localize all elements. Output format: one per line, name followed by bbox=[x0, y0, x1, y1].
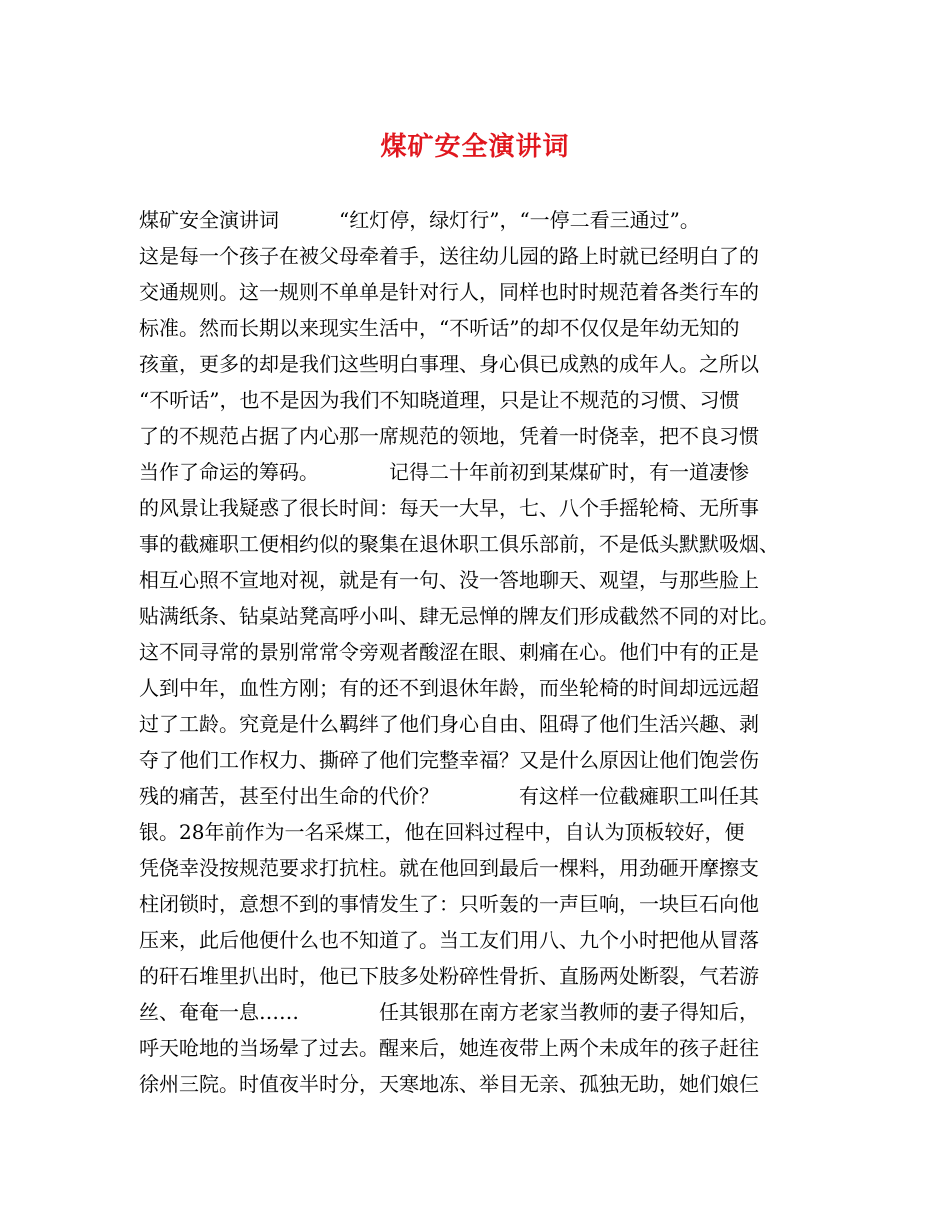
body-line: 事的截瘫职工便相约似的聚集在退休职工俱乐部前，不是低头默默吸烟、 bbox=[139, 532, 779, 556]
body-line: 这是每一个孩子在被父母牵着手，送往幼儿园的路上时就已经明白了的 bbox=[139, 244, 759, 268]
document-title: 煤矿安全演讲词 bbox=[380, 132, 570, 162]
body-line: 残的痛苦，甚至付出生命的代价？ 有这样一位截瘫职工叫任其 bbox=[139, 784, 759, 808]
body-line: “不听话”，也不是因为我们不知晓道理，只是让不规范的习惯、习惯 bbox=[139, 388, 740, 412]
body-line: 孩童，更多的却是我们这些明白事理、身心俱已成熟的成年人。之所以 bbox=[139, 352, 759, 376]
body-line: 呼天呛地的当场晕了过去。醒来后，她连夜带上两个未成年的孩子赶往 bbox=[139, 1036, 759, 1060]
body-line: 当作了命运的筹码。 记得二十年前初到某煤矿时，有一道凄惨 bbox=[139, 460, 749, 484]
body-line: 标准。然而长期以来现实生活中，“不听话”的却不仅仅是年幼无知的 bbox=[139, 316, 740, 340]
body-line: 煤矿安全演讲词 “红灯停，绿灯行”，“一停二看三通过”。 bbox=[139, 208, 700, 232]
body-line: 夺了他们工作权力、撕碎了他们完整幸福？又是什么原因让他们饱尝伤 bbox=[139, 748, 759, 772]
body-line: 交通规则。这一规则不单单是针对行人，同样也时时规范着各类行车的 bbox=[139, 280, 759, 304]
body-line: 的风景让我疑惑了很长时间：每天一大早，七、八个手摇轮椅、无所事 bbox=[139, 496, 759, 520]
body-line: 了的不规范占据了内心那一席规范的领地，凭着一时侥幸，把不良习惯 bbox=[139, 424, 759, 448]
body-line: 银。28年前作为一名采煤工，他在回料过程中，自认为顶板较好，便 bbox=[139, 820, 745, 844]
body-line: 凭侥幸没按规范要求打抗柱。就在他回到最后一棵料，用劲砸开摩擦支 bbox=[139, 856, 759, 880]
body-line: 压来，此后他便什么也不知道了。当工友们用八、九个小时把他从冒落 bbox=[139, 928, 759, 952]
body-line: 的矸石堆里扒出时，他已下肢多处粉碎性骨折、直肠两处断裂，气若游 bbox=[139, 964, 759, 988]
body-line: 相互心照不宣地对视，就是有一句、没一答地聊天、观望，与那些脸上 bbox=[139, 568, 759, 592]
body-line: 人到中年，血性方刚；有的还不到退休年龄，而坐轮椅的时间却远远超 bbox=[139, 676, 759, 700]
body-line: 贴满纸条、钻桌站凳高呼小叫、肆无忌惮的牌友们形成截然不同的对比。 bbox=[139, 604, 779, 628]
body-line: 这不同寻常的景别常常令旁观者酸涩在眼、刺痛在心。他们中有的正是 bbox=[139, 640, 759, 664]
body-line: 徐州三院。时值夜半时分，天寒地冻、举目无亲、孤独无助，她们娘仨 bbox=[139, 1072, 759, 1096]
body-line: 丝、奄奄一息…… 任其银那在南方老家当教师的妻子得知后， bbox=[139, 1000, 759, 1024]
document-body bbox=[139, 202, 829, 1102]
body-line: 柱闭锁时，意想不到的事情发生了：只听轰的一声巨响，一块巨石向他 bbox=[139, 892, 759, 916]
body-line: 过了工龄。究竟是什么羁绊了他们身心自由、阻碍了他们生活兴趣、剥 bbox=[139, 712, 759, 736]
